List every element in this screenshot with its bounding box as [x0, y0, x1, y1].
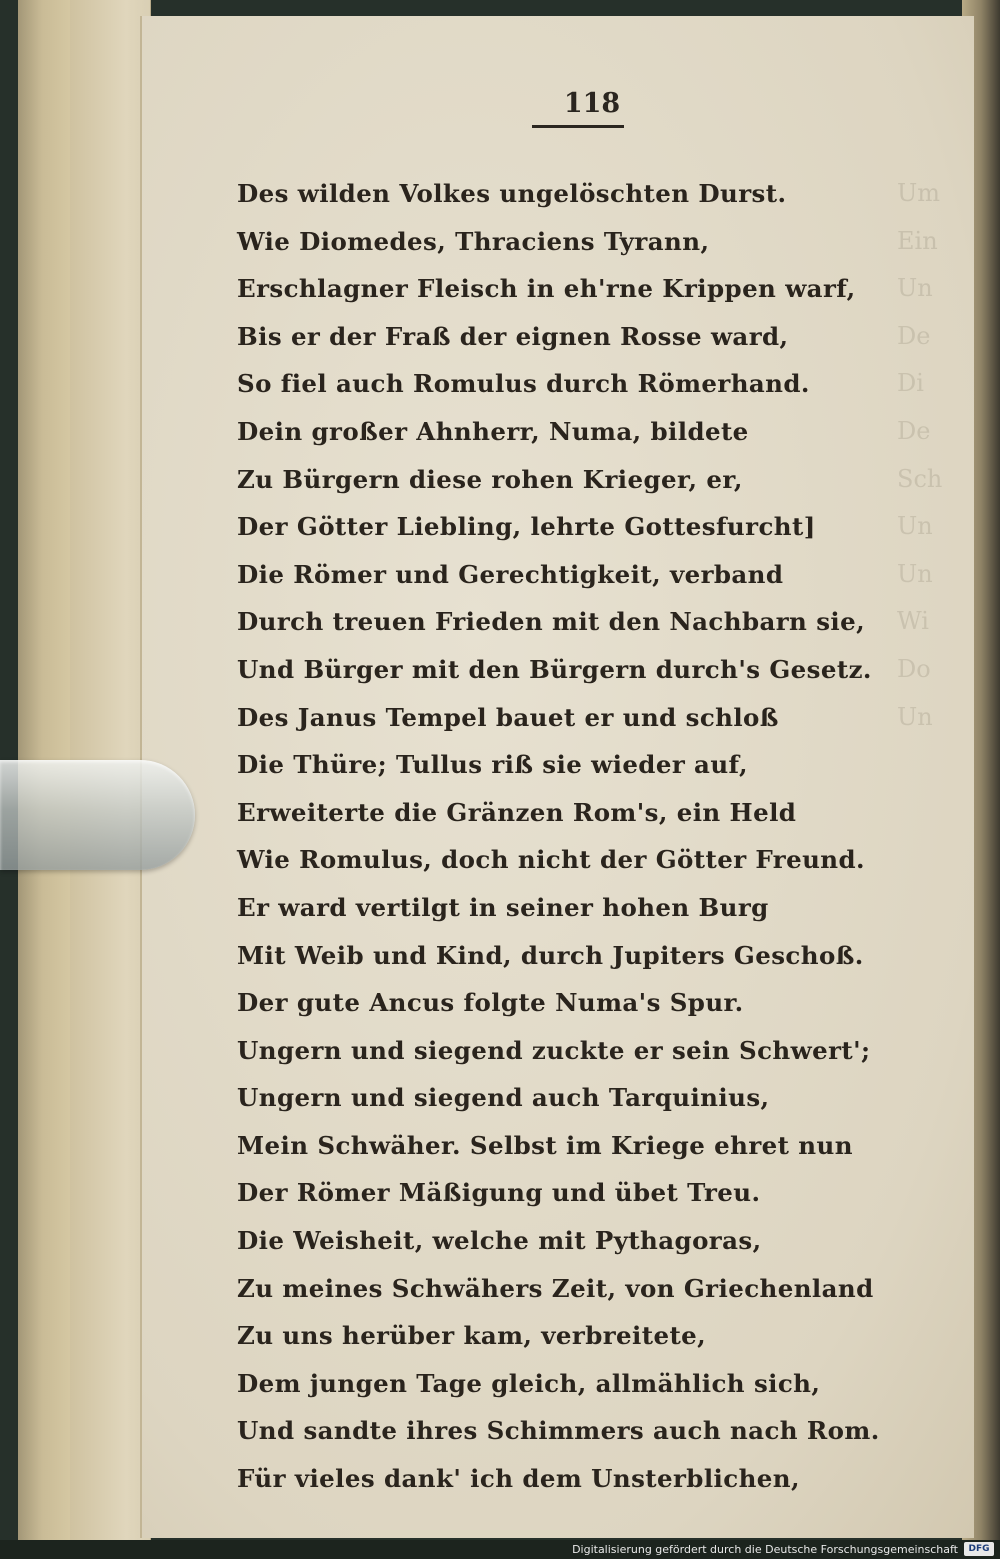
- verse-line: Zu uns herüber kam, verbreitete,: [237, 1321, 707, 1351]
- verse-line: Ungern und siegend auch Tarquinius,: [237, 1083, 770, 1113]
- verse-line: Des wilden Volkes ungelöschten Durst.: [237, 179, 787, 208]
- verse-line: Der Römer Mäßigung und übet Treu.: [237, 1178, 761, 1208]
- footer-credit: Digitalisierung gefördert durch die Deutsche Forschungsgemeinschaft: [572, 1543, 958, 1556]
- verse-line: Er ward vertilgt in seiner hohen Burg: [237, 892, 769, 922]
- verse-line: So fiel auch Romulus durch Römerhand.: [237, 369, 810, 399]
- verse-line: Die Thüre; Tullus riß sie wieder auf,: [237, 750, 748, 780]
- verse-line: Erschlagner Fleisch in eh'rne Krippen warf,: [237, 274, 856, 304]
- dfg-logo: DFG: [964, 1542, 994, 1556]
- page-holder-clip: [0, 760, 195, 870]
- verse-line: Erweiterte die Gränzen Rom's, ein Held: [237, 797, 797, 827]
- verse-line: Dem jungen Tage gleich, allmählich sich,: [237, 1368, 821, 1398]
- verse-line: Mit Weib und Kind, durch Jupiters Geschoß.: [237, 940, 864, 970]
- verse-line: Zu meines Schwähers Zeit, von Griechenland: [237, 1273, 874, 1303]
- book-page: [140, 16, 974, 1538]
- page-number-rule: [532, 125, 624, 128]
- verse-line: Zu Bürgern diese rohen Krieger, er,: [237, 464, 743, 494]
- verse-line: Ungern und siegend zuckte er sein Schwert';: [237, 1035, 871, 1065]
- verse-text: [237, 170, 937, 1503]
- show-through-text: Um Ein Un De Di De Sch Un Un Wi Do Un: [897, 179, 943, 731]
- verse-line: Bis er der Fraß der eignen Rosse ward,: [237, 321, 789, 351]
- verse-line: Des Janus Tempel bauet er und schloß: [237, 702, 779, 732]
- verse-line: Und sandte ihres Schimmers auch nach Rom.: [237, 1416, 880, 1446]
- page-number: 118: [563, 88, 621, 119]
- verse-line: Die Römer und Gerechtigkeit, verband: [237, 559, 784, 589]
- verse-line: Durch treuen Frieden mit den Nachbarn sie,: [237, 607, 866, 637]
- verse-line: Wie Romulus, doch nicht der Götter Freund.: [237, 845, 865, 875]
- verse-line: Und Bürger mit den Bürgern durch's Gesetz.: [237, 654, 872, 684]
- verse-line: Wie Diomedes, Thraciens Tyrann,: [237, 226, 710, 256]
- verse-line: Dein großer Ahnherr, Numa, bildete: [237, 416, 749, 446]
- verse-line: Der gute Ancus folgte Numa's Spur.: [237, 988, 744, 1018]
- verse-line: Mein Schwäher. Selbst im Kriege ehret nun: [237, 1130, 853, 1160]
- verse-line: Die Weisheit, welche mit Pythagoras,: [237, 1226, 762, 1256]
- verse-line: Der Götter Liebling, lehrte Gottesfurcht]: [237, 512, 816, 542]
- verse-line: Für vieles dank' ich dem Unsterblichen,: [237, 1464, 800, 1494]
